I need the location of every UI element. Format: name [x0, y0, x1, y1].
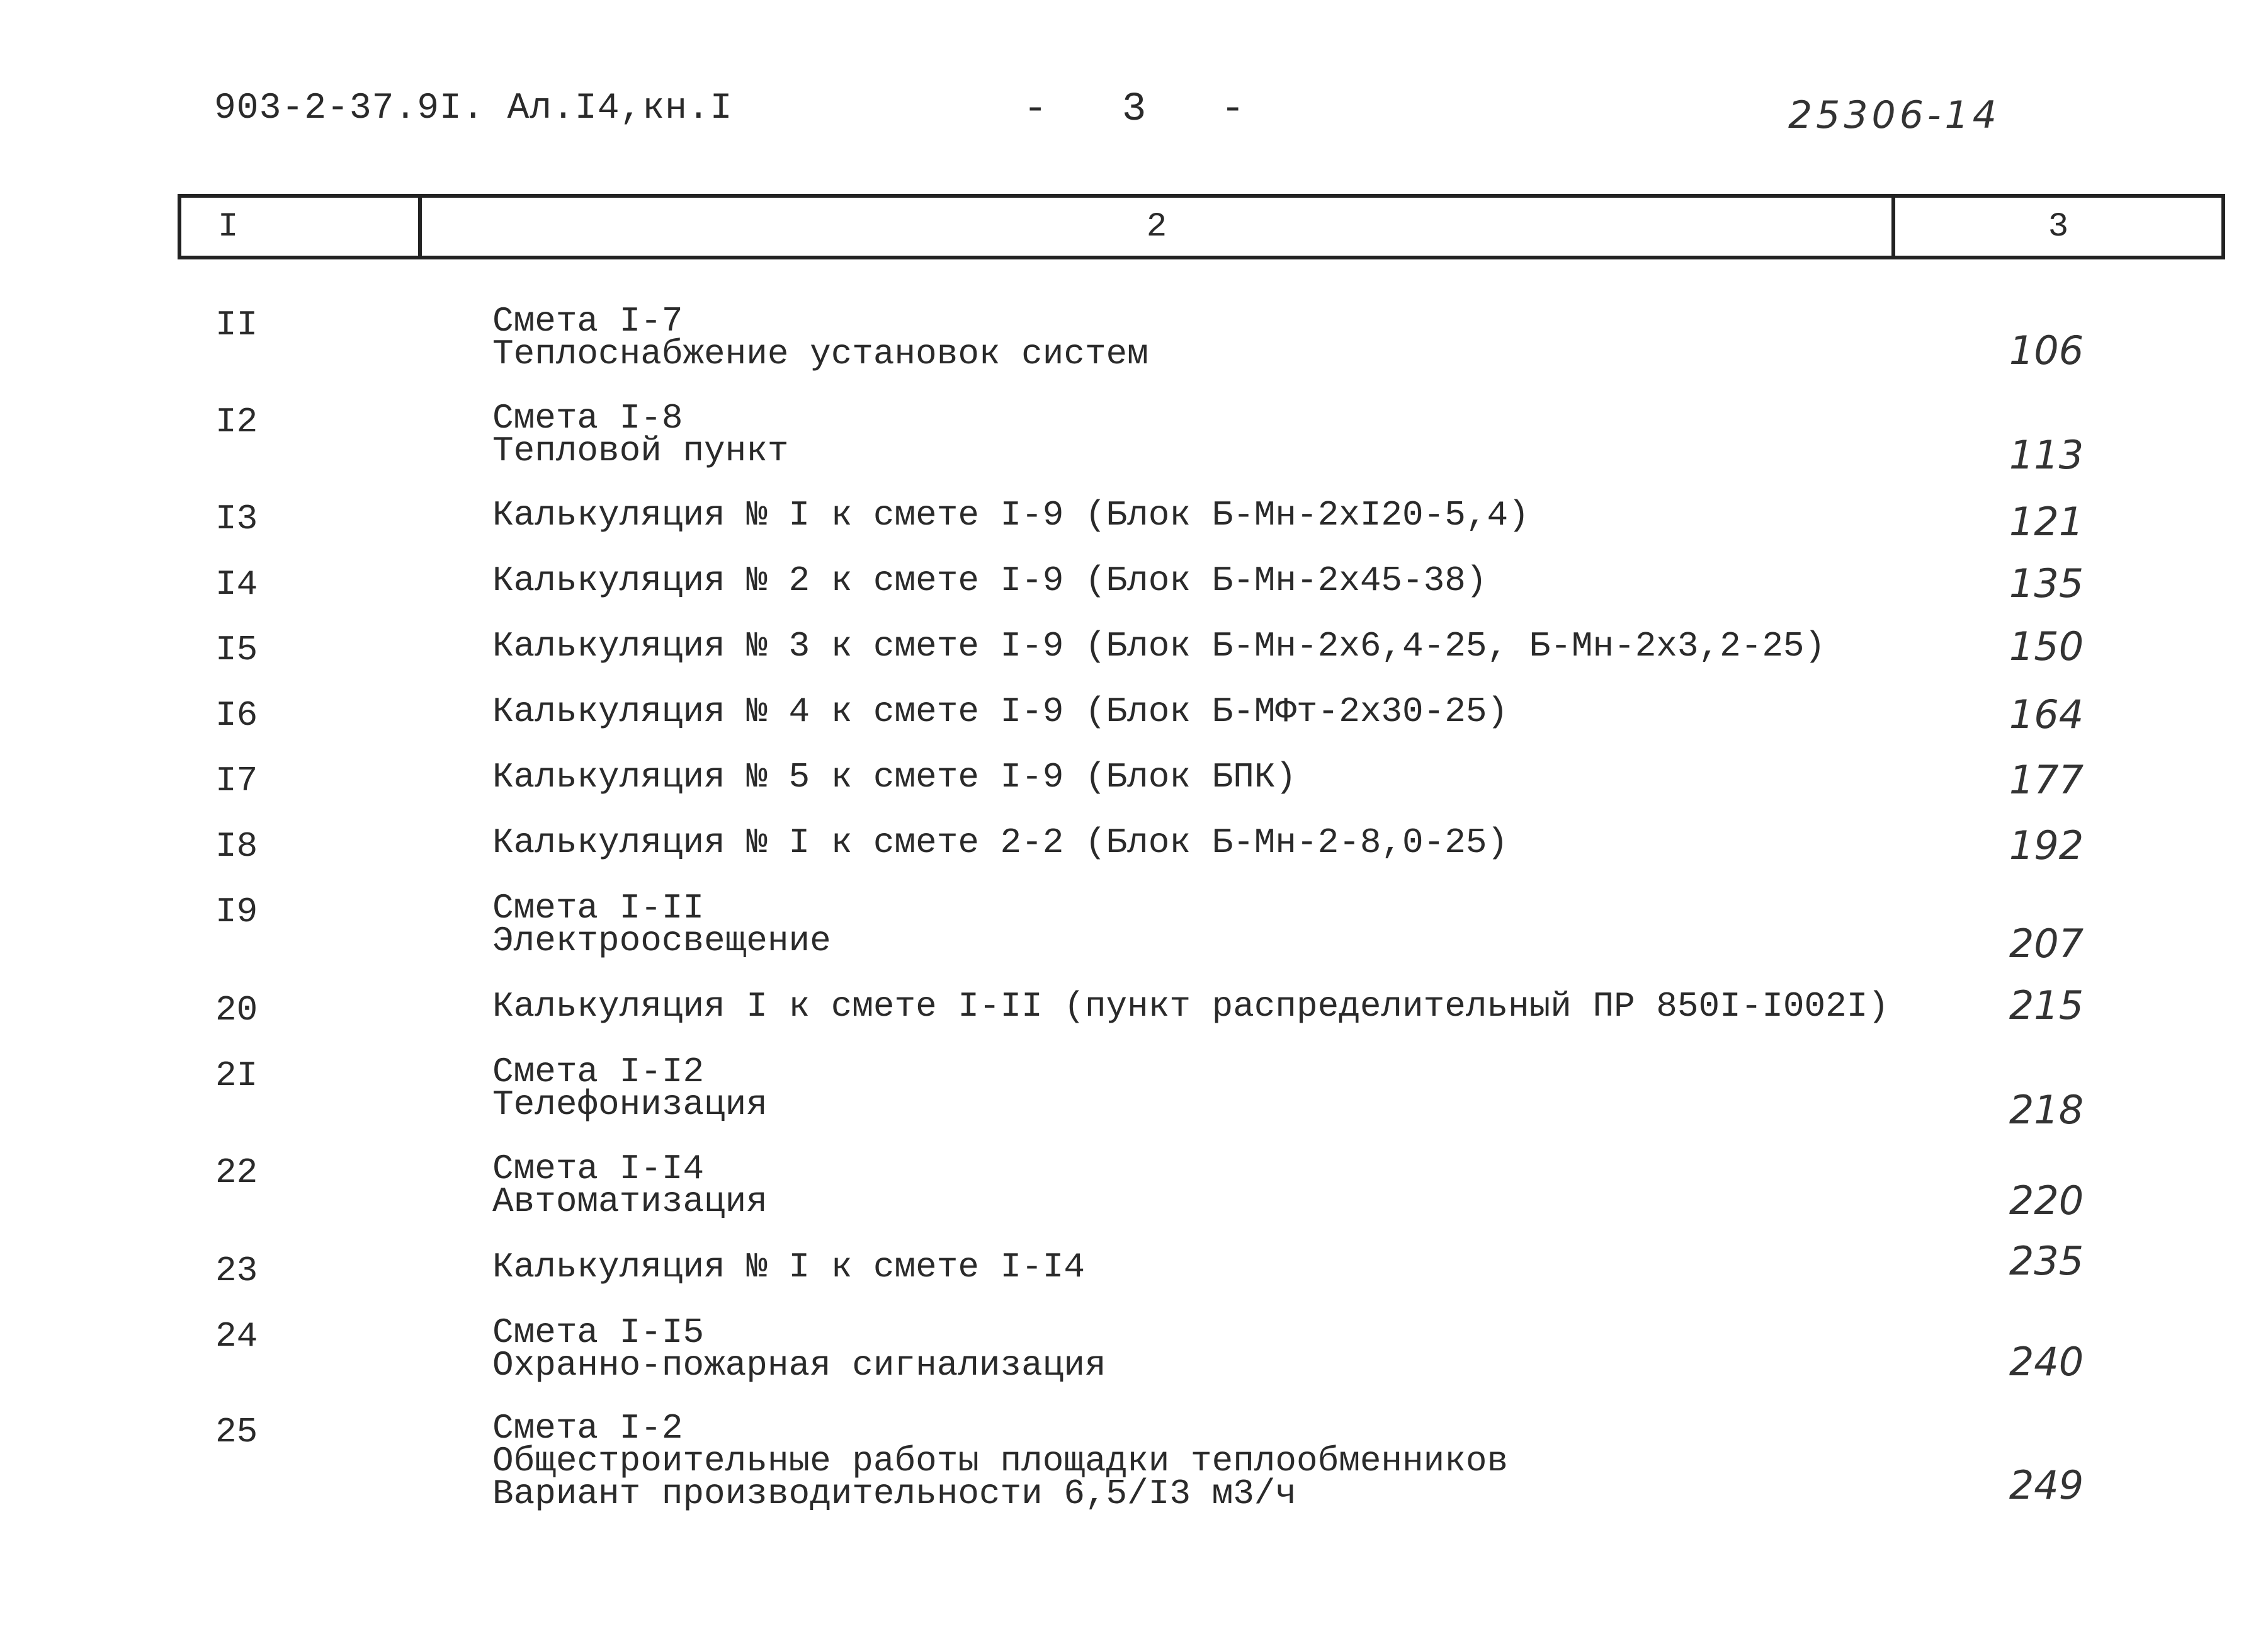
- row-description: [492, 1247, 1085, 1287]
- description-line: Смета I-II: [492, 888, 705, 928]
- row-page-number: 240: [2009, 1339, 2084, 1385]
- description-line: Вариант производительности 6,5/I3 м3/ч: [492, 1474, 1297, 1514]
- row-description: [492, 626, 1826, 666]
- row-description: [492, 757, 1297, 797]
- row-description: [492, 1052, 768, 1125]
- row-page-number: 235: [2009, 1238, 2084, 1284]
- row-page-number: 113: [2009, 432, 2084, 478]
- row-description: [492, 560, 1487, 601]
- row-page-number: 220: [2009, 1178, 2084, 1224]
- column-header: [178, 194, 2225, 259]
- column-header-1: I: [181, 198, 422, 256]
- row-description: [492, 495, 1529, 535]
- row-page-number: 215: [2009, 982, 2084, 1028]
- row-number: I5: [215, 630, 258, 670]
- row-page-number: 135: [2009, 560, 2084, 606]
- row-number: 2I: [215, 1055, 258, 1096]
- row-number: I4: [215, 564, 258, 605]
- row-number: 24: [215, 1316, 258, 1356]
- row-number: I8: [215, 826, 258, 866]
- document-code: 903-2-37.9I. Ал.I4,кн.I: [214, 88, 733, 129]
- row-number: 20: [215, 990, 258, 1030]
- description-line: Смета I-I2: [492, 1052, 705, 1092]
- row-number: I2: [215, 402, 258, 442]
- row-page-number: 121: [2009, 499, 2084, 545]
- row-page-number: 106: [2009, 327, 2084, 373]
- description-line: Общестроительные работы площадки теплообменников: [492, 1441, 1509, 1481]
- row-page-number: 207: [2009, 921, 2084, 967]
- row-number: II: [215, 305, 258, 345]
- description-line: Калькуляция № 2 к смете I-9 (Блок Б-Мн-2х45-38): [492, 560, 1487, 601]
- description-line: Смета I-2: [492, 1408, 683, 1448]
- row-description: [492, 1149, 768, 1222]
- row-page-number: 164: [2009, 691, 2084, 737]
- row-number: 25: [215, 1412, 258, 1452]
- row-page-number: 177: [2009, 757, 2084, 803]
- description-line: Смета I-8: [492, 398, 683, 438]
- row-description: [492, 986, 1889, 1026]
- row-number: 23: [215, 1251, 258, 1291]
- row-page-number: 218: [2009, 1087, 2084, 1133]
- description-line: Калькуляция № I к смете I-I4: [492, 1247, 1085, 1287]
- row-description: [492, 398, 789, 471]
- description-line: Теплоснабжение установок систем: [492, 334, 1148, 374]
- description-line: Калькуляция № I к смете 2-2 (Блок Б-Мн-2-8,0-25): [492, 822, 1509, 863]
- column-header-2: 2: [422, 198, 1895, 256]
- row-number: 22: [215, 1152, 258, 1193]
- description-line: Электроосвещение: [492, 921, 831, 961]
- description-line: Калькуляция I к смете I-II (пункт распределительный ПР 850I-I002I): [492, 986, 1889, 1026]
- description-line: Телефонизация: [492, 1084, 768, 1125]
- row-page-number: 150: [2009, 623, 2084, 669]
- handwritten-stamp: 25306-14: [1788, 93, 2000, 137]
- description-line: Калькуляция № I к смете I-9 (Блок Б-Мн-2хI20-5,4): [492, 495, 1529, 535]
- description-line: Смета I-I4: [492, 1149, 705, 1189]
- row-description: [492, 1408, 1509, 1514]
- row-number: I6: [215, 695, 258, 736]
- column-header-3: 3: [2048, 207, 2069, 246]
- row-number: I3: [215, 499, 258, 539]
- row-number: I7: [215, 761, 258, 801]
- description-line: Тепловой пункт: [492, 431, 789, 471]
- row-description: [492, 888, 831, 961]
- description-line: Калькуляция № 3 к смете I-9 (Блок Б-Мн-2х6,4-25, Б-Мн-2х3,2-25): [492, 626, 1826, 666]
- description-line: Калькуляция № 4 к смете I-9 (Блок Б-МФт-2х30-25): [492, 691, 1509, 732]
- row-description: [492, 822, 1509, 863]
- description-line: Калькуляция № 5 к смете I-9 (Блок БПК): [492, 757, 1297, 797]
- row-number: I9: [215, 892, 258, 932]
- row-page-number: 249: [2009, 1462, 2084, 1508]
- description-line: Охранно-пожарная сигнализация: [492, 1345, 1106, 1385]
- description-line: Автоматизация: [492, 1181, 768, 1222]
- row-description: [492, 1312, 1106, 1385]
- row-page-number: 192: [2009, 822, 2084, 868]
- row-description: [492, 691, 1509, 732]
- row-description: [492, 301, 1148, 374]
- description-line: Смета I-I5: [492, 1312, 705, 1353]
- page-number: - 3 -: [1023, 87, 1271, 132]
- description-line: Смета I-7: [492, 301, 683, 341]
